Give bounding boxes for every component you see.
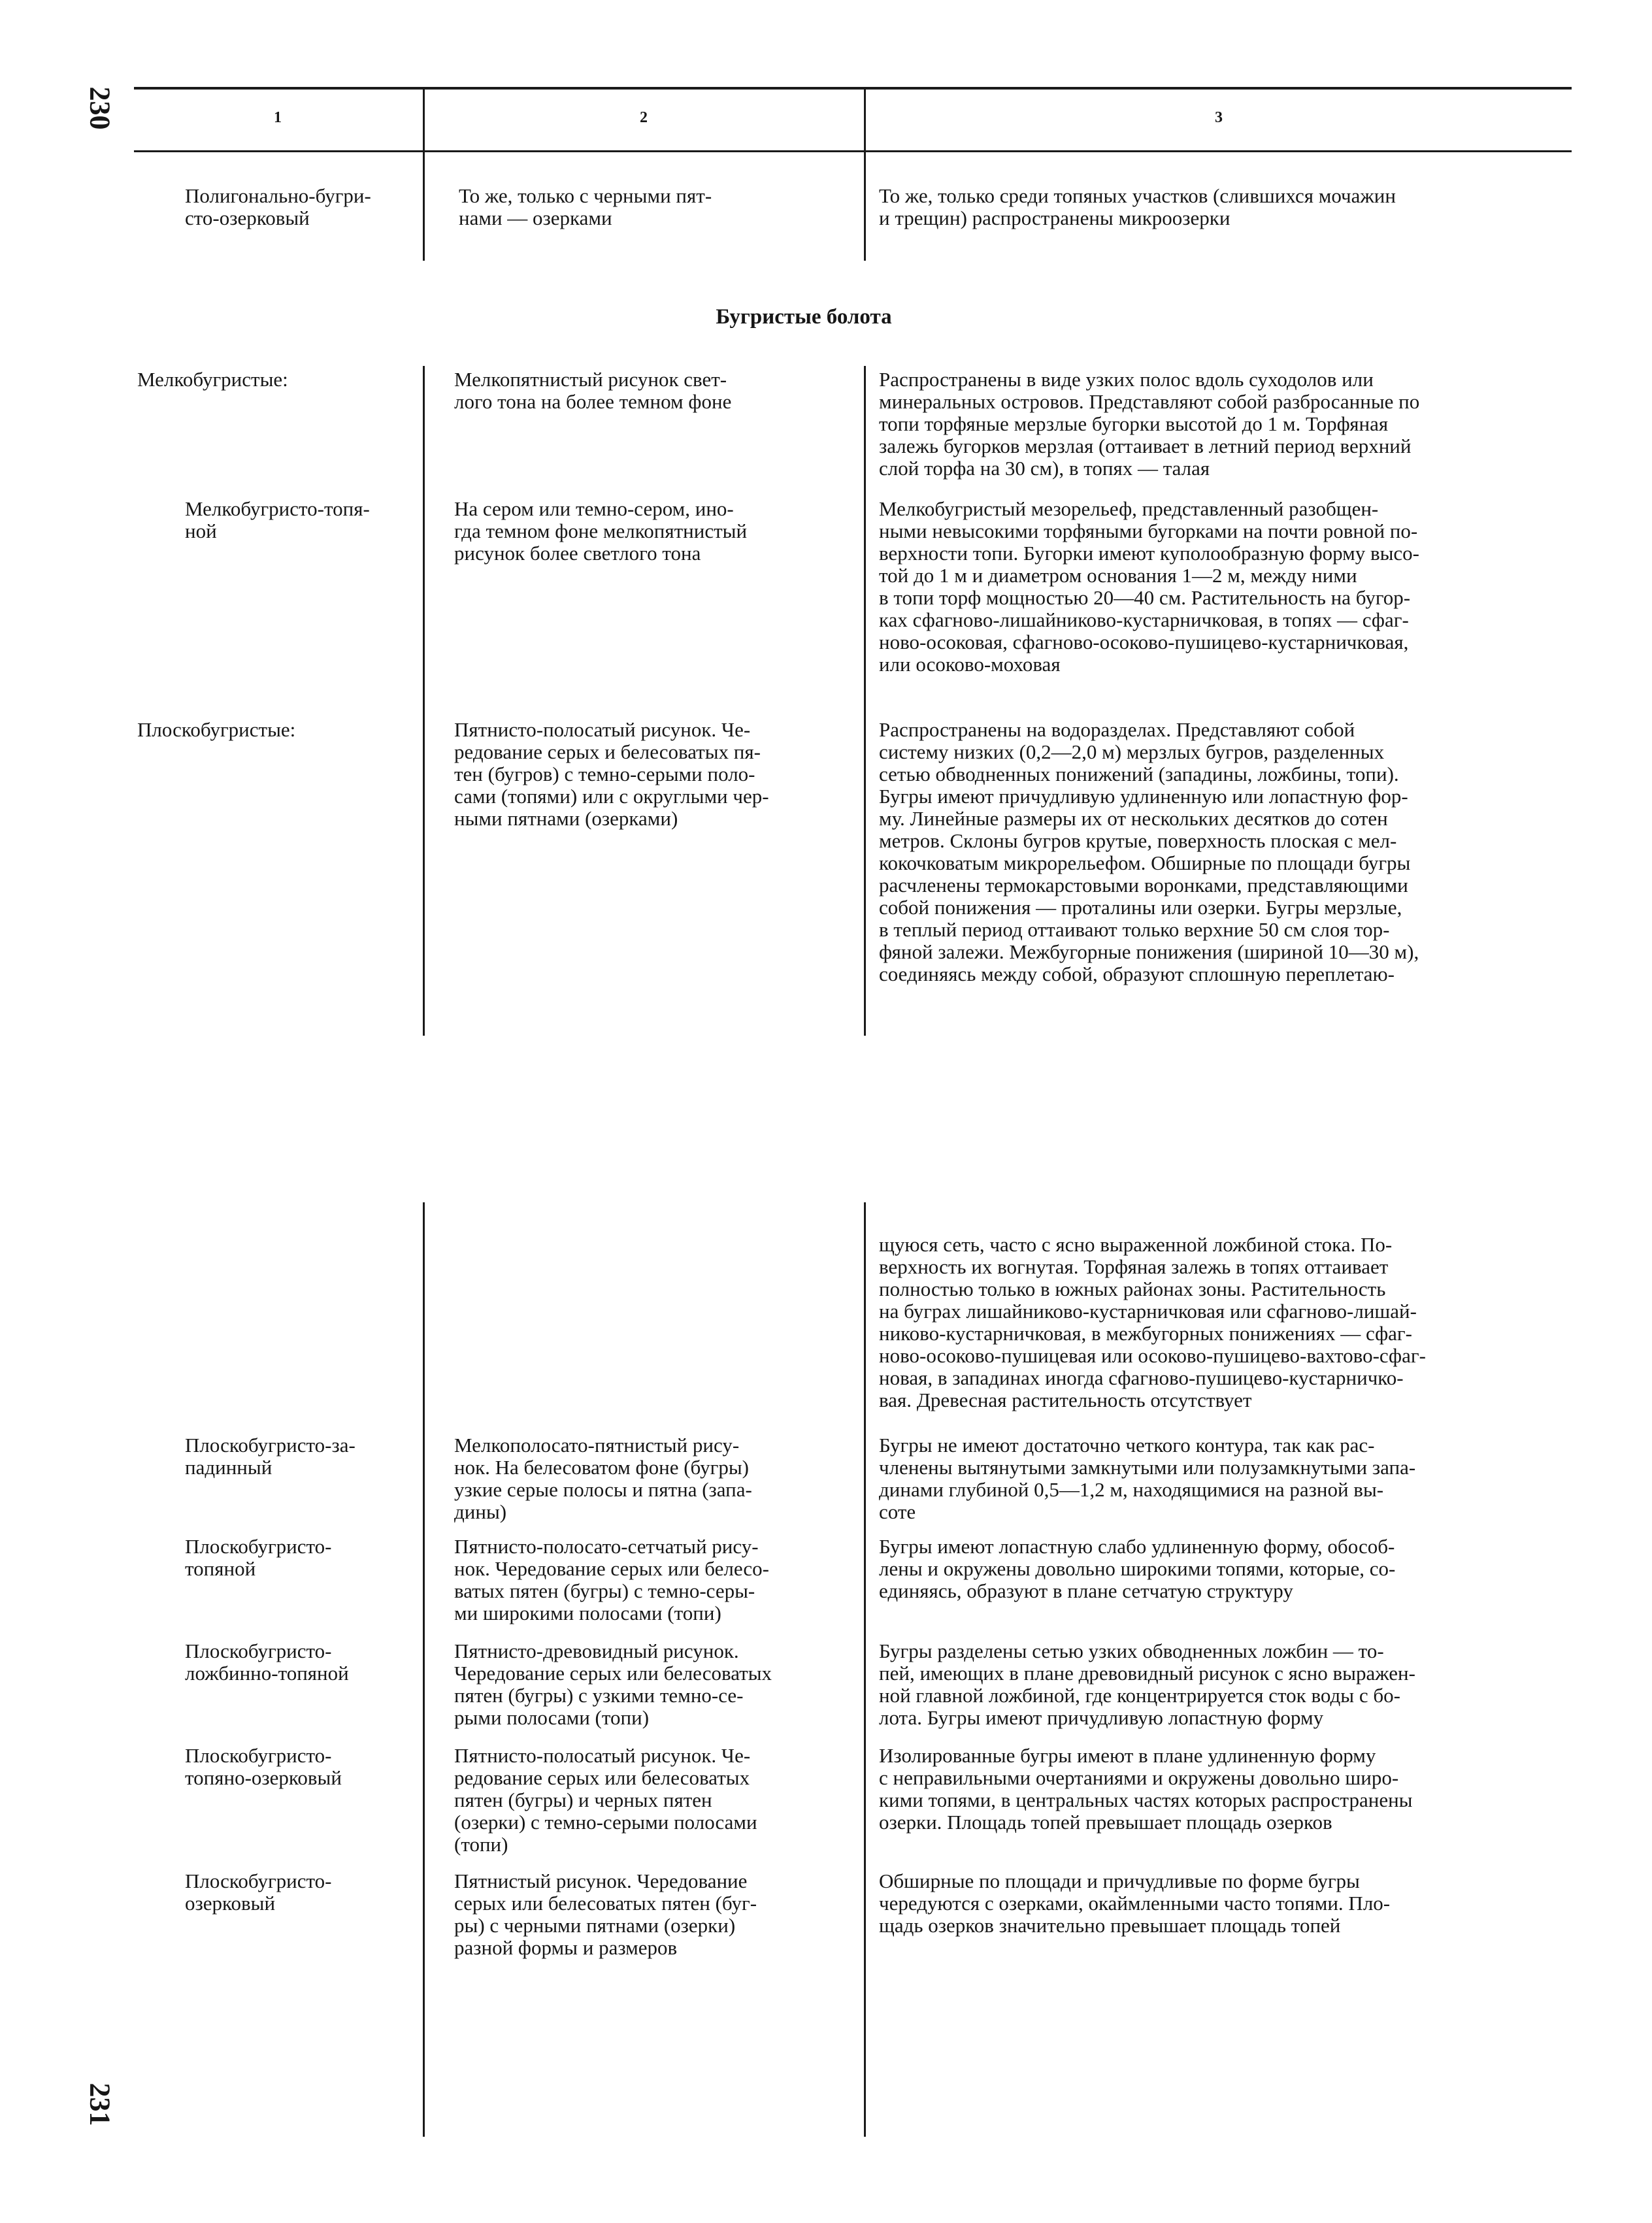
type-cell: Полигонально-бугри- сто-озерковый bbox=[185, 184, 371, 229]
pattern-cell: То же, только с черными пят- нами — озерками bbox=[459, 184, 712, 229]
column-rule bbox=[423, 1202, 425, 2137]
pattern-cell: Пятнисто-полосатый рисунок. Че- редование серых и белесоватых пя- тен (бугров) с темно-серыми поло- сами (топями) или с округлыми чер- ными пятнами (озерками) bbox=[454, 718, 769, 830]
column-header-2: 2 bbox=[640, 109, 648, 126]
type-cell: Плоскобугристо-за- падинный bbox=[185, 1434, 355, 1479]
pattern-cell: Пятнистый рисунок. Чередование серых или белесоватых пятен (буг- ры) с черными пятнами (озерки) разной формы и размеров bbox=[454, 1869, 757, 1959]
column-rule bbox=[423, 366, 425, 1036]
description-cell: Бугры не имеют достаточно четкого контура, так как рас- членены вытянутыми замкнутыми или полузамкнутыми запа- динами глубиной 0,5—1,2 м, находящимися на разной вы- соте bbox=[879, 1434, 1416, 1523]
column-header-3: 3 bbox=[1215, 109, 1223, 126]
type-cell: Плоскобугристо- ложбинно-топяной bbox=[185, 1639, 349, 1685]
description-cell: Распространены в виде узких полос вдоль суходолов или минеральных островов. Представляют собой разбросанные по топи торфяные мерзлые бугорки высотой до 1 м. Торфяная залежь бугорков мерзлая (оттаивает в летний период верхний слой торфа на 30 см), в топях — талая bbox=[879, 368, 1420, 480]
type-cell: Плоскобугристые: bbox=[137, 718, 296, 741]
description-cell: Бугры разделены сетью узких обводненных ложбин — то- пей, имеющих в плане древовидный рисунок с ясно выражен- ной главной ложбиной, где концентрируется сток воды с бо- лота. Бугры имеют причудливую лопастную форму bbox=[879, 1639, 1415, 1729]
column-rule bbox=[864, 1202, 866, 2137]
column-rule bbox=[864, 366, 866, 1036]
pattern-cell: Мелкопятнистый рисунок свет- лого тона на более темном фоне bbox=[454, 368, 732, 413]
type-cell: Плоскобугристо- топяно-озерковый bbox=[185, 1744, 342, 1789]
column-rule bbox=[864, 90, 866, 261]
description-cell: Распространены на водоразделах. Представляют собой систему низких (0,2—2,0 м) мерзлых бугров, разделенных сетью обводненных понижений (западины, ложбины, топи). Бугры имеют причудливую удлиненную или лопастную фор- му. Линейные размеры их от нескольких десятков до сотен метров. Склоны бугров крутые, поверхность плоская с мел- кокочковатым микрорельефом. Обширные по площади бугры расчленены термокарстовыми воронками, представляющими собой понижения — проталины или озерки. Бугры мерзлые, в теплый период оттаивают только верхние 50 см слоя тор- фяной залежи. Межбугорные понижения (шириной 10—30 м), соединяясь между собой, образуют сплошную переплетаю- bbox=[879, 718, 1419, 985]
description-cell: Обширные по площади и причудливые по форме бугры чередуются с озерками, окаймленными часто топями. Пло- щадь озерков значительно превышает площадь топей bbox=[879, 1869, 1391, 1937]
pattern-cell: Мелкополосато-пятнистый рису- нок. На белесоватом фоне (бугры) узкие серые полосы и пятна (запа- дины) bbox=[454, 1434, 752, 1523]
description-cell: Мелкобугристый мезорельеф, представленный разобщен- ными невысокими торфяными бугорками на почти ровной по- верхности топи. Бугорки имеют куполообразную форму высо- той до 1 м и диаметром основания 1—2 м, между ними в топи торф мощностью 20—40 см. Растительность на бугор- ках сфагново-лишайниково-кустарничковая, в топях — сфаг- ново-осоковая, сфагново-осоково-пушицево-кустарничковая, или осоково-моховая bbox=[879, 497, 1420, 676]
type-cell: Плоскобугристо- топяной bbox=[185, 1535, 332, 1580]
type-cell: Мелкобугристые: bbox=[137, 368, 288, 391]
type-cell: Мелкобугристо-топя- ной bbox=[185, 497, 370, 542]
pattern-cell: На сером или темно-сером, ино- гда темном фоне мелкопятнистый рисунок более светлого тона bbox=[454, 497, 748, 565]
page-number-left: 230 bbox=[84, 86, 116, 130]
description-cell: Изолированные бугры имеют в плане удлиненную форму с неправильными очертаниями и окружены довольно широ- кими топями, в центральных частях которых распространены озерки. Площадь топей превышает площадь озерков bbox=[879, 1744, 1413, 1834]
type-cell: Плоскобугристо- озерковый bbox=[185, 1869, 332, 1915]
header-bottom-rule bbox=[134, 150, 1572, 152]
column-header-1: 1 bbox=[274, 109, 282, 126]
description-cell: Бугры имеют лопастную слабо удлиненную форму, обособ- лены и окружены довольно широкими топями, которые, со- единяясь, образуют в плане сетчатую структуру bbox=[879, 1535, 1396, 1602]
pattern-cell: Пятнисто-полосатый рисунок. Че- редование серых или белесоватых пятен (бугры) и черных пятен (озерки) с темно-серыми полосами (топи) bbox=[454, 1744, 757, 1856]
section-title: Бугристые болота bbox=[716, 305, 892, 329]
pattern-cell: Пятнисто-древовидный рисунок. Чередование серых или белесоватых пятен (бугры) с узкими темно-се- рыми полосами (топи) bbox=[454, 1639, 772, 1729]
header-top-rule bbox=[134, 87, 1572, 90]
pattern-cell: Пятнисто-полосато-сетчатый рису- нок. Чередование серых или белесо- ватых пятен (бугры) с темно-серы- ми широкими полосами (топи) bbox=[454, 1535, 769, 1624]
description-cell: То же, только среди топяных участков (слившихся мочажин и трещин) распространены микроозерки bbox=[879, 184, 1396, 229]
column-rule bbox=[423, 90, 425, 261]
page-number-right: 231 bbox=[84, 2083, 116, 2126]
continuation-text: щуюся сеть, часто с ясно выраженной ложбиной стока. По- верхность их вогнутая. Торфяная залежь в топях оттаивает полностью только в южных районах зоны. Растительность на буграх лишайниково-кустарничковая или сфагново-лишай- никово-кустарничковая, в межбугорных понижениях — сфаг- ново-осоково-пушицевая или осоково-пушицево-вахтово-сфаг- новая, в западинах иногда сфагново-пушицево-кустарничко- вая. Древесная растительность отсутствует bbox=[879, 1233, 1426, 1411]
